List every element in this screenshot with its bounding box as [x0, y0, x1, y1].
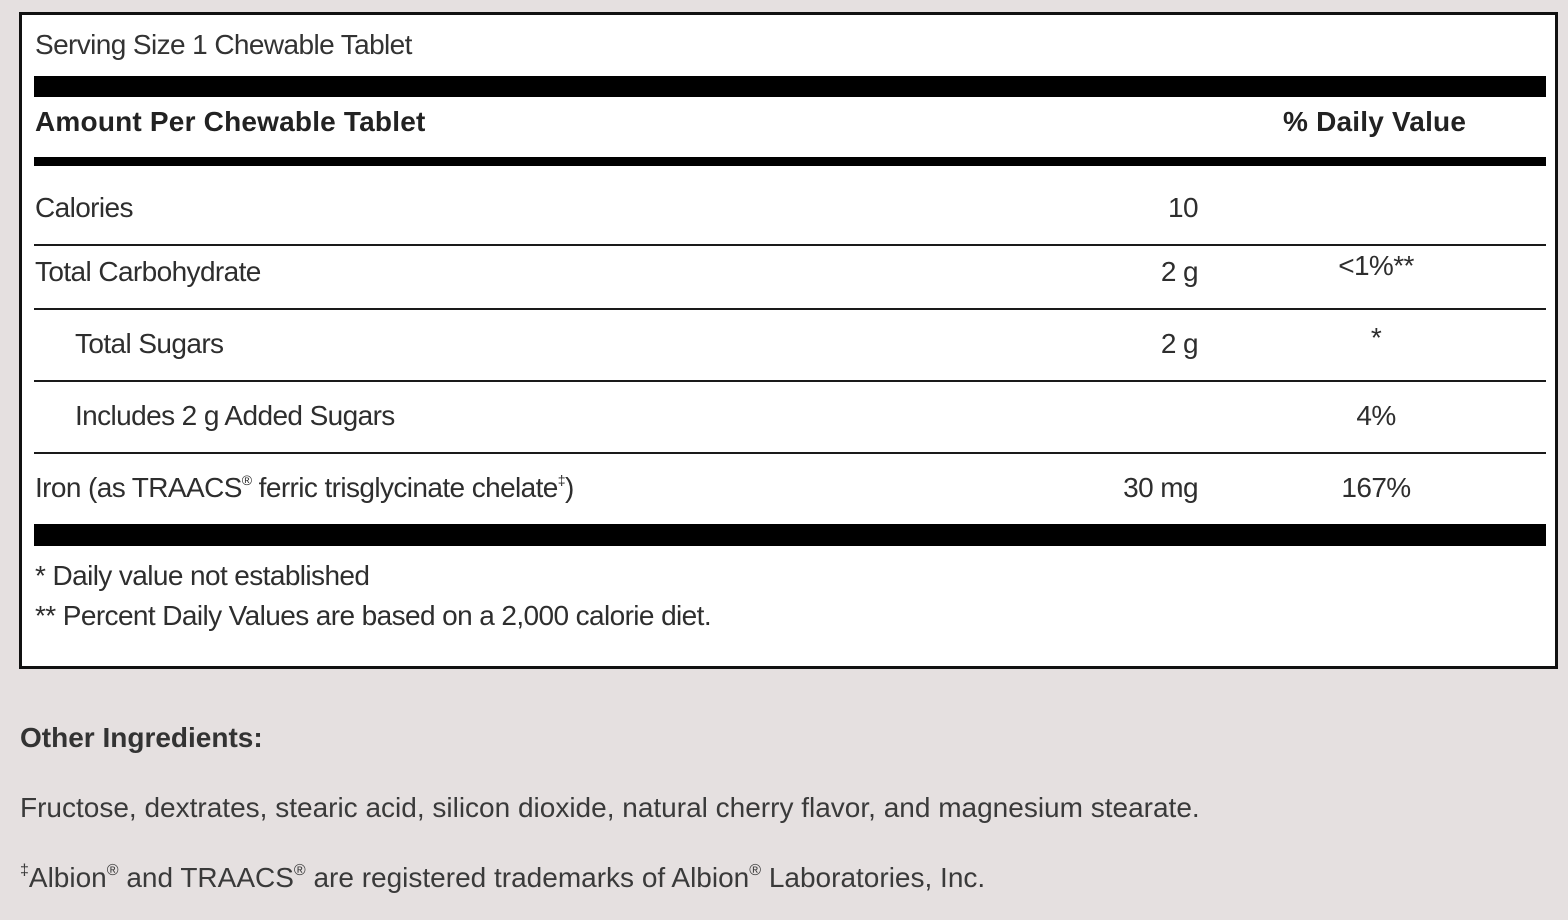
- header-divider: [34, 157, 1546, 166]
- trademark-part: Albion: [28, 862, 107, 893]
- daily-value-header: % Daily Value: [1283, 106, 1467, 137]
- trademark-notice: [20, 862, 985, 894]
- nutrient-daily-value: 4%: [1356, 400, 1396, 431]
- amount-per-header: Amount Per Chewable Tablet: [35, 106, 426, 137]
- footnote-daily-value: * Daily value not established: [35, 560, 370, 591]
- thick-divider: [34, 76, 1546, 97]
- registered-mark: ®: [106, 862, 119, 879]
- iron-name-prefix: Iron (as TRAACS: [35, 472, 242, 503]
- nutrient-name: Includes 2 g Added Sugars: [75, 400, 395, 431]
- thick-divider-bottom: [34, 524, 1546, 546]
- nutrient-amount: 2 g: [1160, 328, 1198, 359]
- nutrient-name: Total Carbohydrate: [35, 256, 261, 287]
- nutrient-row-total-sugars: [34, 310, 1546, 382]
- trademark-part: and TRAACS: [118, 862, 294, 893]
- registered-mark: ®: [293, 862, 306, 879]
- supplement-facts-panel: [19, 12, 1558, 669]
- nutrient-name: Total Sugars: [75, 328, 224, 359]
- iron-name-middle: ferric trisglycinate chelate: [251, 472, 558, 503]
- nutrient-amount: 2 g: [1160, 256, 1198, 287]
- nutrient-daily-value: *: [1370, 322, 1382, 353]
- other-ingredients-text: Fructose, dextrates, stearic acid, silicon dioxide, natural cherry flavor, and magnesium stearate.: [20, 792, 1200, 823]
- nutrient-name: [35, 454, 574, 522]
- nutrient-amount: 30 mg: [1123, 472, 1198, 503]
- dagger-mark: ‡: [557, 472, 565, 488]
- nutrient-daily-value: 167%: [1341, 472, 1411, 503]
- nutrient-row-iron: [34, 454, 1546, 526]
- registered-mark: ®: [749, 862, 762, 879]
- footnote-percent-daily: ** Percent Daily Values are based on a 2,000 calorie diet.: [35, 600, 712, 631]
- trademark-part: are registered trademarks of Albion: [305, 862, 750, 893]
- nutrient-row-added-sugars: [34, 382, 1546, 454]
- other-ingredients-heading: Other Ingredients:: [20, 722, 263, 753]
- nutrient-daily-value: <1%**: [1338, 250, 1414, 281]
- nutrient-amount: 10: [1168, 192, 1198, 223]
- serving-size: Serving Size 1 Chewable Tablet: [35, 29, 412, 60]
- nutrient-row-total-carbohydrate: [34, 238, 1546, 310]
- nutrient-row-calories: [34, 174, 1546, 246]
- registered-mark: ®: [241, 472, 252, 488]
- dagger-mark: ‡: [20, 862, 29, 879]
- trademark-part: Laboratories, Inc.: [761, 862, 986, 893]
- nutrient-name: Calories: [35, 192, 133, 223]
- iron-name-suffix: ): [564, 472, 574, 503]
